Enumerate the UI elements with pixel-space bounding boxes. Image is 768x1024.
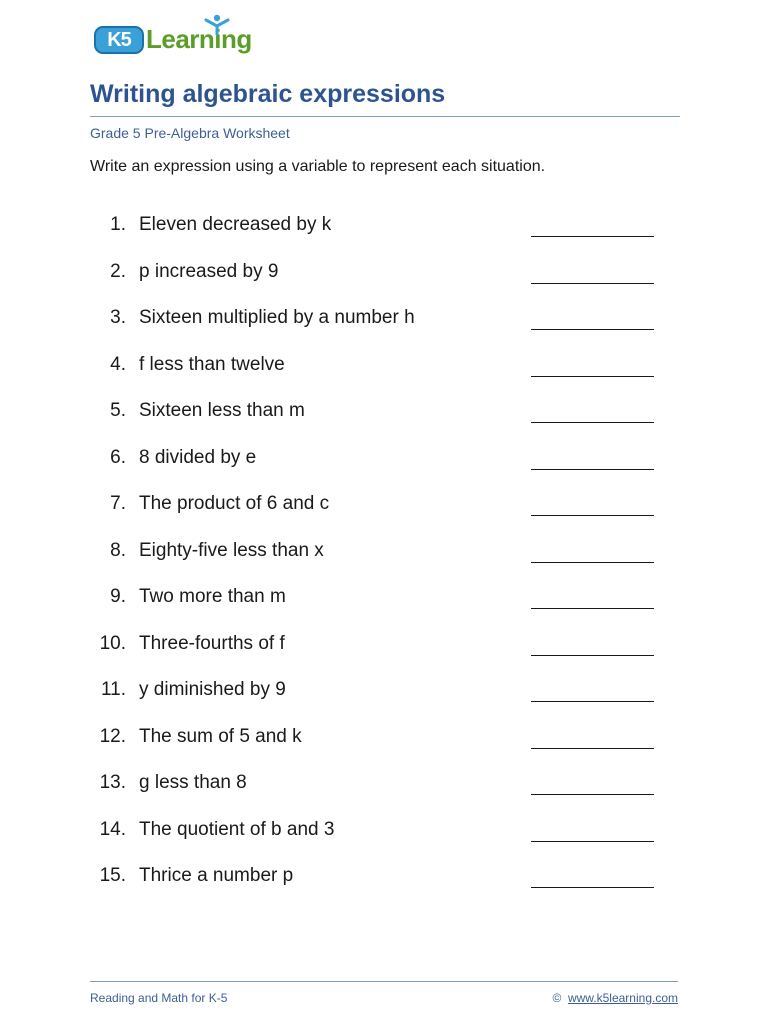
copyright-symbol: © — [552, 991, 562, 1005]
logo-wordmark: Learning — [146, 24, 252, 54]
question-item — [90, 584, 660, 631]
question-text: f less than twelve — [139, 353, 285, 375]
answer-line[interactable] — [531, 887, 654, 888]
question-item — [90, 352, 660, 399]
question-number: 1. — [110, 214, 126, 235]
instructions-text: Write an expression using a variable to represent each situation. — [90, 158, 546, 175]
question-number: 4. — [110, 353, 126, 375]
page-title: Writing algebraic expressions — [90, 80, 446, 108]
question-text: The product of 6 and c — [139, 493, 330, 514]
question-number: 7. — [110, 493, 126, 514]
question-item — [90, 398, 660, 445]
question-text: Two more than m — [139, 586, 286, 607]
answer-line[interactable] — [531, 515, 654, 516]
question-number: 3. — [110, 307, 126, 328]
question-item — [90, 863, 660, 910]
footer-divider — [90, 981, 678, 982]
question-item — [90, 538, 660, 585]
question-text: Sixteen less than m — [139, 400, 305, 421]
question-number: 9. — [110, 586, 126, 607]
answer-line[interactable] — [531, 794, 654, 795]
footer-copyright — [552, 991, 678, 1005]
question-number: 13. — [99, 772, 126, 793]
question-number: 14. — [99, 818, 126, 840]
question-number: 6. — [110, 446, 126, 468]
worksheet-subtitle: Grade 5 Pre-Algebra Worksheet — [90, 125, 290, 141]
answer-line[interactable] — [531, 608, 654, 609]
answer-line[interactable] — [531, 655, 654, 656]
answer-line[interactable] — [531, 422, 654, 423]
logo-figure-icon — [202, 14, 232, 36]
question-item — [90, 212, 660, 259]
answer-line[interactable] — [531, 329, 654, 330]
question-list — [90, 212, 660, 910]
answer-line[interactable] — [531, 283, 654, 284]
question-item — [90, 631, 660, 678]
title-divider — [90, 116, 680, 117]
question-text: Eighty-five less than x — [139, 539, 324, 561]
question-number: 10. — [99, 632, 126, 654]
answer-line[interactable] — [531, 562, 654, 563]
question-number: 8. — [110, 539, 126, 561]
question-item — [90, 259, 660, 306]
answer-line[interactable] — [531, 236, 654, 237]
website-link[interactable]: www.k5learning.com — [567, 991, 678, 1005]
k5-learning-logo — [94, 14, 258, 60]
question-item — [90, 491, 660, 538]
question-number: 11. — [100, 679, 126, 700]
answer-line[interactable] — [531, 841, 654, 842]
question-item — [90, 677, 660, 724]
question-number: 15. — [99, 865, 126, 886]
question-text: The sum of 5 and k — [139, 725, 302, 747]
question-text: p increased by 9 — [139, 260, 279, 282]
question-item — [90, 305, 660, 352]
question-text: 8 divided by e — [139, 446, 257, 468]
question-item — [90, 724, 660, 771]
question-text: The quotient of b and 3 — [139, 818, 335, 840]
question-text: Thrice a number p — [139, 865, 294, 886]
logo-badge: K5 — [94, 26, 144, 54]
question-item — [90, 817, 660, 864]
question-item — [90, 770, 660, 817]
question-text: Sixteen multiplied by a number h — [139, 307, 415, 328]
question-text: Three-fourths of f — [139, 632, 285, 654]
question-text: y diminished by 9 — [139, 679, 286, 700]
question-number: 12. — [99, 725, 126, 747]
footer-tagline: Reading and Math for K-5 — [90, 991, 228, 1005]
answer-line[interactable] — [531, 376, 654, 377]
answer-line[interactable] — [531, 469, 654, 470]
question-text: g less than 8 — [139, 772, 247, 793]
question-number: 2. — [110, 260, 126, 282]
question-item — [90, 445, 660, 492]
question-number: 5. — [110, 400, 126, 421]
answer-line[interactable] — [531, 701, 654, 702]
question-text: Eleven decreased by k — [139, 214, 332, 235]
answer-line[interactable] — [531, 748, 654, 749]
